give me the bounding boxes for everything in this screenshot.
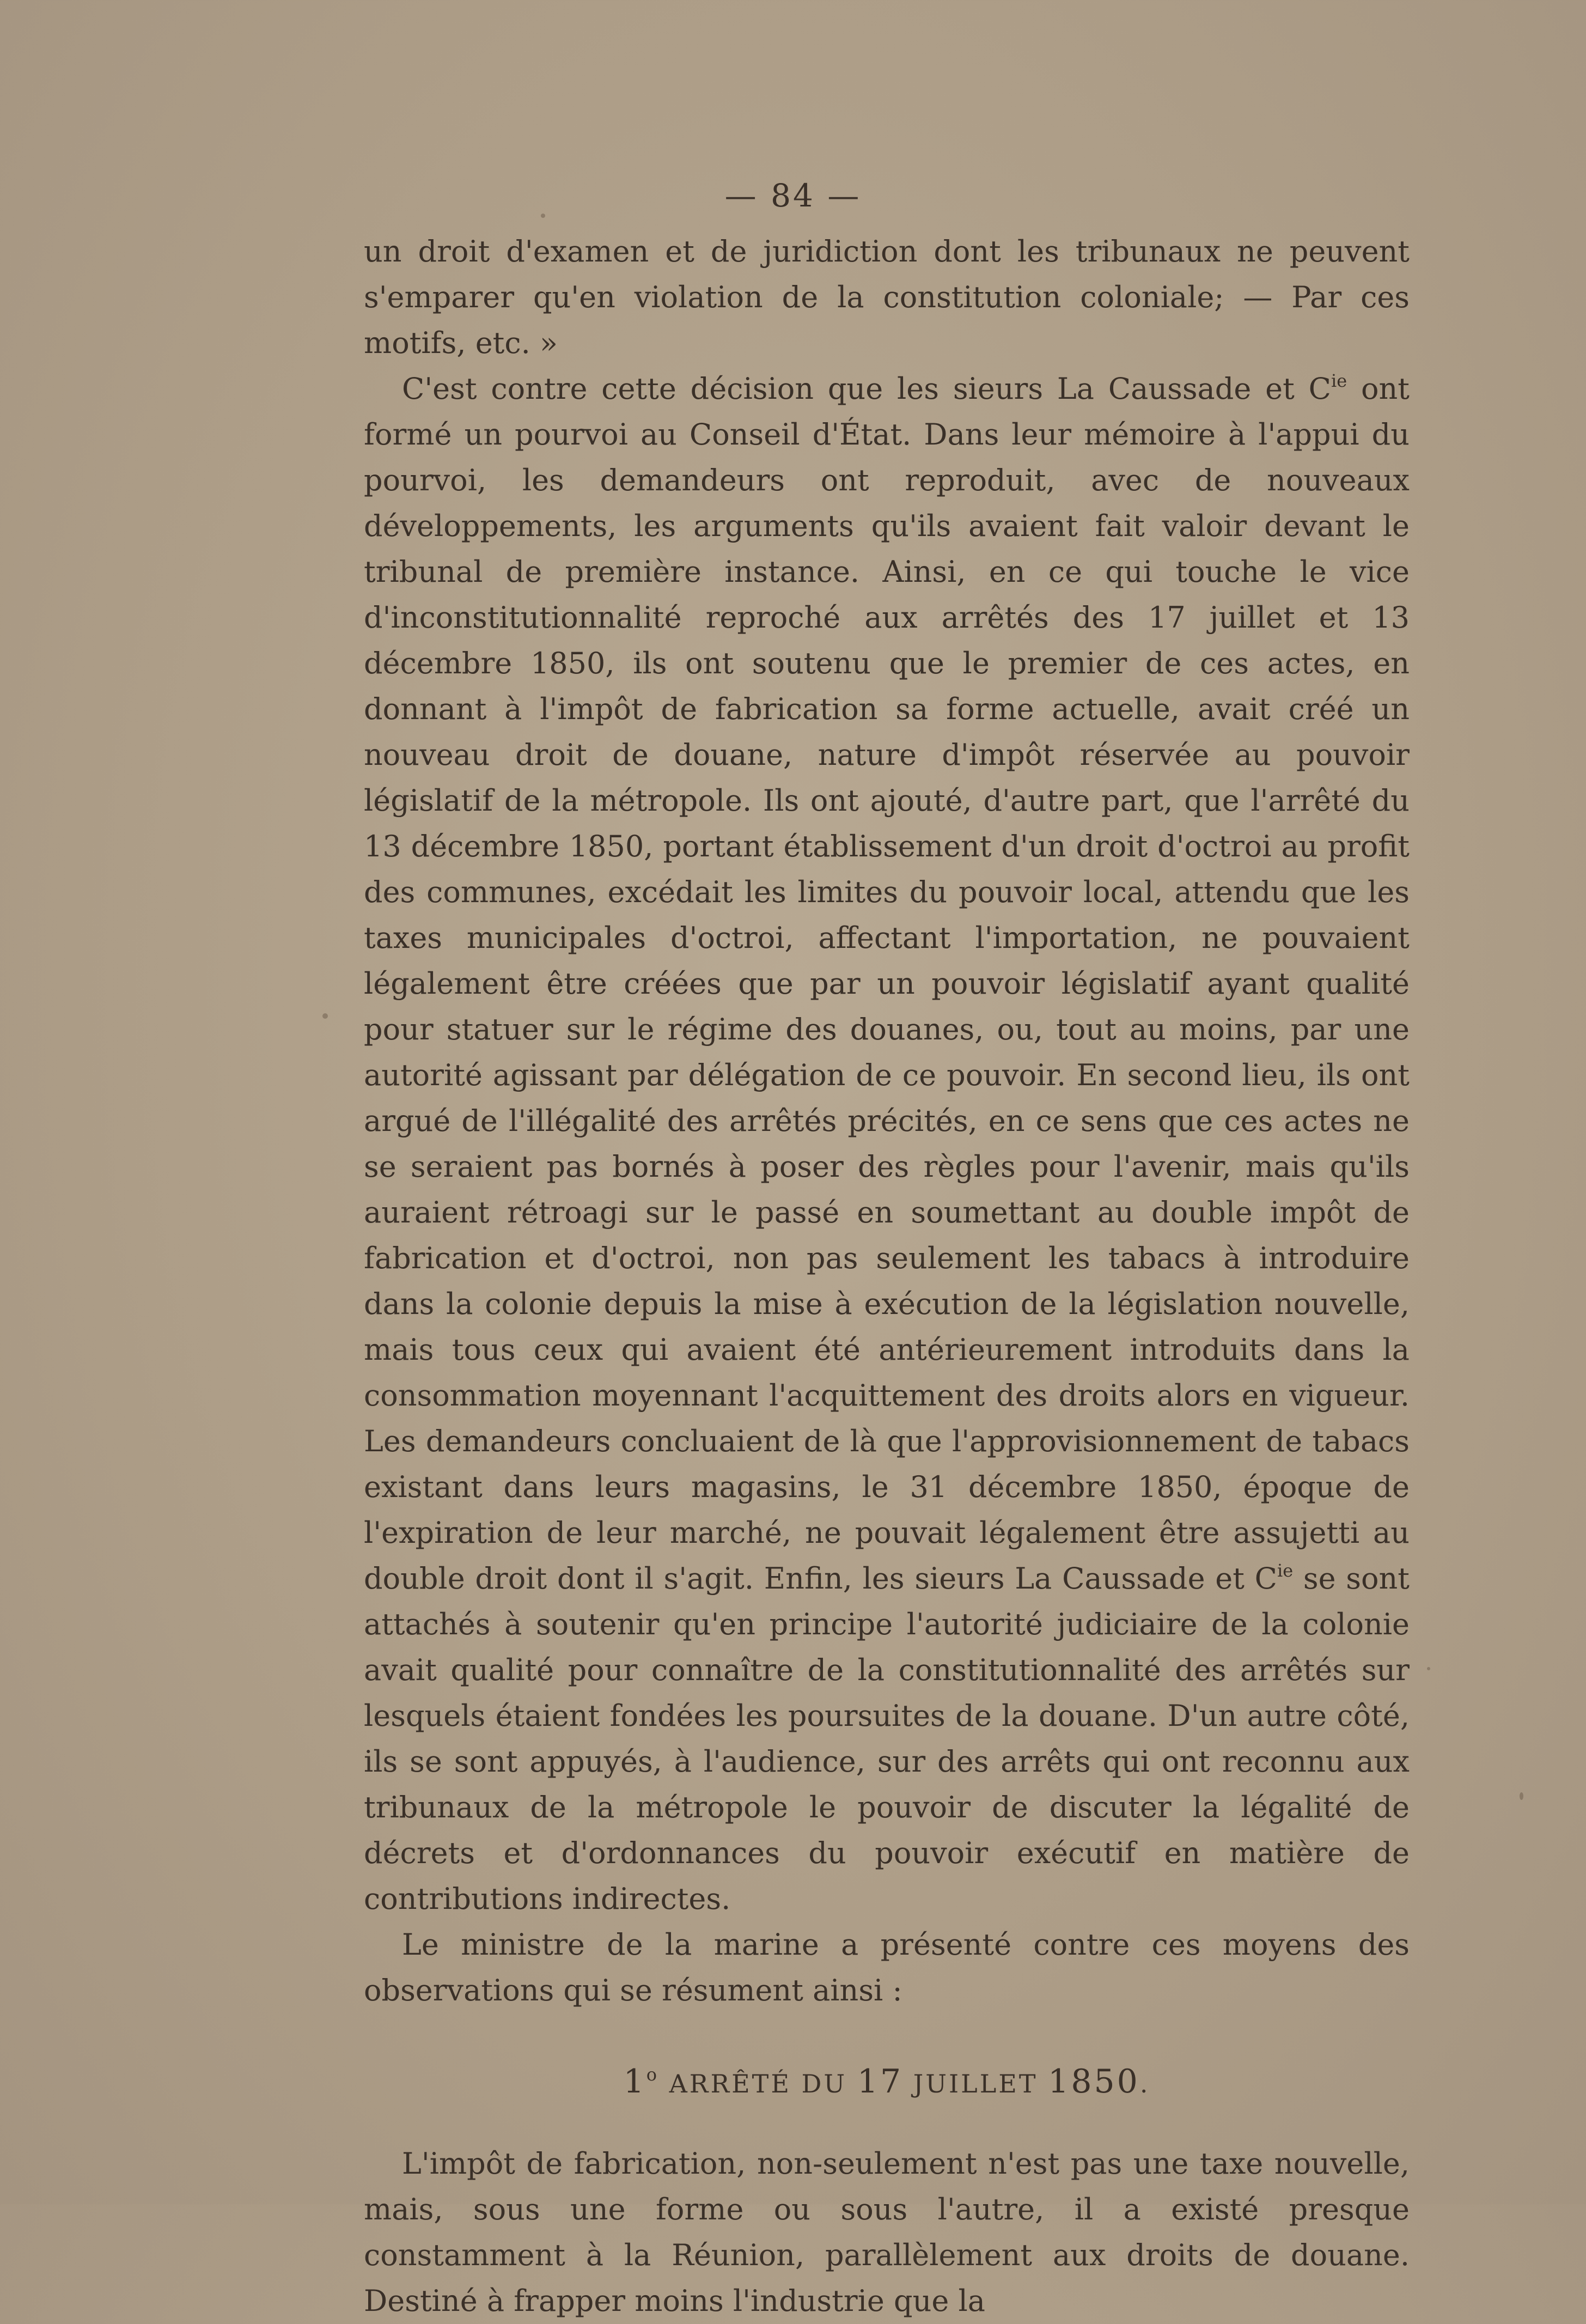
superscript-ie-2: ie — [1277, 1560, 1294, 1581]
superscript-ie: ie — [1331, 370, 1347, 391]
body-text — [364, 229, 1410, 2324]
heading-day: 17 — [857, 2063, 904, 2101]
heading-end: . — [1139, 2069, 1150, 2098]
paragraph-pourvoi-part3: se sont attachés à soutenir qu'en principe l'autorité judiciaire de la colonie avait qualité pour connaître de la constitutionnalité des arrêtés sur lesquels étaient fondées les poursuites de la douane. D'un autre côté, ils se sont appuyés, à l'audience, sur des arrêts qui ont reconnu aux tribunaux de la métropole le pouvoir de discuter la légalité de décrets et d'ordonnances du pouvoir exécutif en matière de contributions indirectes. — [364, 1561, 1410, 1916]
paragraph-continuation: un droit d'examen et de juridiction dont les tribunaux ne peuvent s'emparer qu'en violation de la constitution coloniale; — Par ces motifs, etc. » — [364, 234, 1410, 360]
section-heading — [364, 2063, 1410, 2103]
heading-year: 1850 — [1048, 2063, 1140, 2101]
paper-speck — [1427, 1667, 1430, 1670]
heading-month: JUILLET — [903, 2069, 1048, 2098]
heading-text: ARRÊTÉ DU — [658, 2069, 857, 2098]
paper-speck — [541, 214, 545, 218]
paper-speck — [322, 1013, 328, 1019]
paragraph-pourvoi — [364, 366, 1410, 1922]
paragraph-pourvoi-part1: C'est contre cette décision que les sieurs La Caussade et C — [402, 372, 1331, 406]
heading-number: 1 — [623, 2063, 646, 2101]
heading-superscript: o — [646, 2064, 659, 2085]
paragraph-impot: L'impôt de fabrication, non-seulement n'est pas une taxe nouvelle, mais, sous une forme ou sous l'autre, il a existé presque constamment à la Réunion, parallèlement aux droits de douane. Destiné à frapper moins l'industrie que la — [364, 2146, 1410, 2318]
paper-speck — [1520, 1792, 1523, 1800]
page-number: — 84 — — [724, 177, 862, 214]
paragraph-pourvoi-part2: ont formé un pourvoi au Conseil d'État. Dans leur mémoire à l'appui du pourvoi, les demandeurs ont reproduit, avec de nouveaux développements, les arguments qu'ils avaient fait valoir devant le tribunal de première instance. Ainsi, en ce qui touche le vice d'inconstitutionnalité reproché aux arrêtés des 17 juillet et 13 décembre 1850, ils ont soutenu que le premier de ces actes, en donnant à l'impôt de fabrication sa forme actuelle, avait créé un nouveau droit de douane, nature d'impôt réservée au pouvoir législatif de la métropole. Ils ont ajouté, d'autre part, que l'arrêté du 13 décembre 1850, portant établissement d'un droit d'octroi au profit des communes, excédait les limites du pouvoir local, attendu que les taxes municipales d'octroi, affectant l'importation, ne pouvaient légalement être créées que par un pouvoir législatif ayant qualité pour statuer sur le régime des douanes, ou, tout au moins, par une autorité agissant par délégation de ce pouvoir. En second lieu, ils ont argué de l'illégalité des arrêtés précités, en ce sens que ces actes ne se seraient pas bornés à poser des règles pour l'avenir, mais qu'ils auraient rétroagi sur le passé en soumettant au double impôt de fabrication et d'octroi, non pas seulement les tabacs à introduire dans la colonie depuis la mise à exécution de la législation nouvelle, mais tous ceux qui avaient été antérieurement introduits dans la consommation moyennant l'acquittement des droits alors en vigueur. Les demandeurs concluaient de là que l'approvisionnement de tabacs existant dans leurs magasins, le 31 décembre 1850, époque de l'expiration de leur marché, ne pouvait légalement être assujetti au double droit dont il s'agit. Enfin, les sieurs La Caussade et C — [364, 372, 1410, 1596]
paragraph-ministre: Le ministre de la marine a présenté contre ces moyens des observations qui se résument ainsi : — [364, 1927, 1410, 2007]
